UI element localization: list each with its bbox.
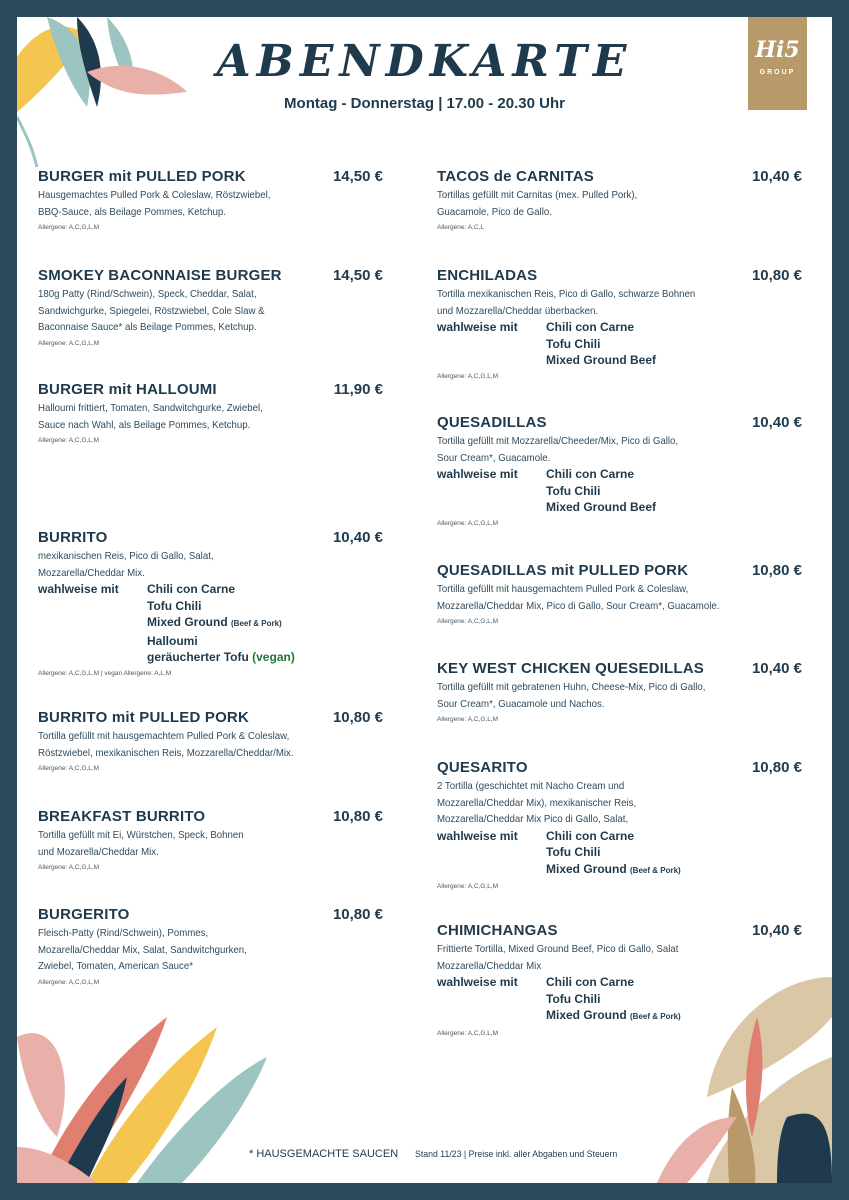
item-name: QUESADILLAS xyxy=(437,414,547,431)
menu-item-burger-pulled-pork xyxy=(38,168,383,233)
item-allergens: Allergene: A,C,L xyxy=(437,224,484,231)
item-price: 10,40 € xyxy=(751,660,802,677)
item-description: Tortilla gefüllt mit Mozzarella/Cheeder/Mix, Pico di Gallo, Sour Cream*, Guacamole. xyxy=(437,435,679,464)
item-allergens: Allergene: A,C,G,L,M xyxy=(437,1029,499,1037)
option: Chili con Carne xyxy=(546,975,635,989)
item-description: 180g Patty (Rind/Schwein), Speck, Cheddar, Salat, Sandwichgurke, Spiegelei, Röstzwiebel, Cole Slaw & Baconnaise Sauce* als Beilage Pommes, Ketchup. xyxy=(38,288,265,333)
item-price: 10,40 € xyxy=(332,529,383,546)
option: Mixed Ground (Beef & Pork) xyxy=(546,861,681,876)
item-description: Tortilla gefüllt mit Ei, Würstchen, Speck, Bohnen und Mozarella/Cheddar Mix. xyxy=(38,829,244,858)
item-description: Tortillas gefüllt mit Carnitas (mex. Pulled Pork), Guacamole, Pico de Gallo. xyxy=(437,189,638,218)
item-price: 11,90 € xyxy=(333,381,383,398)
option: Tofu Chili xyxy=(546,336,601,351)
option: Chili con Carne xyxy=(546,467,635,481)
option: Chili con Carne xyxy=(147,582,236,596)
options-label: wahlweise mit xyxy=(437,975,518,989)
item-description: Tortilla gefüllt mit hausgemachtem Pulled Pork & Coleslaw, Röstzwiebel, mexikanischen Reis, Mozzarella/Cheddar/Mix. xyxy=(38,730,294,759)
item-description: Tortilla gefüllt mit gebratenen Huhn, Cheese-Mix, Pico di Gallo, Sour Cream*, Guacamole und Nachos. xyxy=(437,681,706,710)
item-price: 10,80 € xyxy=(751,562,802,579)
menu-item-chimichangas xyxy=(437,922,802,1039)
item-name: QUESADILLAS mit PULLED PORK xyxy=(437,562,689,579)
menu-item-burrito xyxy=(38,529,383,679)
item-allergens: Allergene: A,C,G,L,M xyxy=(437,372,499,380)
menu-item-key-west-chicken-quesedillas xyxy=(437,660,802,725)
options-label: wahlweise mit xyxy=(38,582,119,596)
options-label: wahlweise mit xyxy=(437,828,518,843)
menu-item-smokey-baconnaise-burger xyxy=(38,267,383,349)
option: Mixed Ground Beef xyxy=(546,353,657,367)
menu-item-quesarito xyxy=(437,759,802,892)
option: Mixed Ground (Beef & Pork) xyxy=(546,1008,681,1022)
menu-item-breakfast-burrito xyxy=(38,808,383,873)
item-name: BURRITO mit PULLED PORK xyxy=(38,709,249,726)
item-description: Frittierte Tortilla, Mixed Ground Beef, Pico di Gallo, Salat Mozzarella/Cheddar Mix xyxy=(437,943,679,972)
item-allergens: Allergene: A,C,G,L,M xyxy=(437,883,499,890)
menu-item-enchiladas xyxy=(437,267,802,382)
menu-item-quesadillas xyxy=(437,414,802,529)
option: Mixed Ground Beef xyxy=(546,500,657,514)
item-allergens: Allergene: A,C,G,L,M | vegan Allergene: A,L,M xyxy=(38,669,172,677)
options-label: wahlweise mit xyxy=(437,467,518,481)
item-description: Tortilla mexikanischen Reis, Pico di Gallo, schwarze Bohnen und Mozzarella/Cheddar überbacken. xyxy=(437,288,696,317)
option: Chili con Carne xyxy=(546,828,635,843)
item-price: 14,50 € xyxy=(332,168,383,185)
item-options xyxy=(437,828,802,880)
logo-text: GROUP xyxy=(759,69,796,76)
option: Halloumi xyxy=(147,633,198,648)
item-allergens: Allergene: A,C,G,L,M xyxy=(38,339,100,347)
item-description: Hausgemachtes Pulled Pork & Coleslaw, Röstzwiebel, BBQ-Sauce, als Beilage Pommes, Ketchup. xyxy=(38,189,271,218)
item-allergens: Allergene: A,C,G,L,M xyxy=(38,437,100,444)
item-name: BURGERITO xyxy=(38,906,130,923)
item-allergens: Allergene: A,C,G,L,M xyxy=(38,765,100,772)
item-name: QUESARITO xyxy=(437,759,528,776)
item-price: 10,80 € xyxy=(332,709,383,726)
item-price: 14,50 € xyxy=(332,267,383,284)
option: Tofu Chili xyxy=(546,483,601,498)
page-title: ABENDKARTE xyxy=(216,36,633,87)
option: Mixed Ground (Beef & Pork) xyxy=(147,615,282,629)
item-name: SMOKEY BACONNAISE BURGER xyxy=(38,267,282,284)
item-description: Halloumi frittiert, Tomaten, Sandwitchgurke, Zwiebel, Sauce nach Wahl, als Beilage Pommes, Ketchup. xyxy=(38,402,263,431)
footnote-homemade-sauces: * HAUSGEMACHTE SAUCEN xyxy=(249,1148,399,1160)
item-allergens: Allergene: A,C,G,L,M xyxy=(437,716,499,723)
item-price: 10,80 € xyxy=(332,808,383,825)
item-name: CHIMICHANGAS xyxy=(437,922,558,939)
item-name: ENCHILADAS xyxy=(437,267,538,284)
item-options xyxy=(437,974,802,1026)
logo-mark: Hi5 xyxy=(755,37,800,63)
item-allergens: Allergene: A,C,G,L,M xyxy=(38,224,100,231)
item-name: TACOS de CARNITAS xyxy=(437,168,595,185)
menu-item-quesadillas-pulled-pork xyxy=(437,562,802,627)
option: Tofu Chili xyxy=(147,598,202,613)
menu-item-burger-halloumi xyxy=(38,381,383,446)
option: Tofu Chili xyxy=(546,845,601,859)
item-price: 10,80 € xyxy=(332,906,383,923)
item-description: Fleisch-Patty (Rind/Schwein), Pommes, Mozarella/Cheddar Mix, Salat, Sandwitchgurken, Zwiebel, Tomaten, American Sauce* xyxy=(38,927,247,972)
item-description: Tortilla gefüllt mit hausgemachtem Pulled Pork & Coleslaw, Mozzarella/Cheddar Mix, Pico di Gallo, Sour Cream*, Guacamole. xyxy=(437,583,720,612)
menu-item-burgerito xyxy=(38,906,383,988)
item-price: 10,40 € xyxy=(751,168,802,185)
item-options xyxy=(38,581,383,666)
item-allergens: Allergene: A,C,G,L,M xyxy=(437,618,499,625)
options-label: wahlweise mit xyxy=(437,320,518,334)
item-allergens: Allergene: A,C,G,L,M xyxy=(38,864,100,871)
opening-hours: Montag - Donnerstag | 17.00 - 20.30 Uhr xyxy=(284,95,565,112)
option: geräucherter Tofu (vegan) xyxy=(147,650,295,664)
item-options xyxy=(437,466,802,516)
menu-item-burrito-pulled-pork xyxy=(38,709,383,774)
item-name: BURRITO xyxy=(38,529,108,546)
item-name: BREAKFAST BURRITO xyxy=(38,808,206,825)
item-options xyxy=(437,319,802,369)
item-name: BURGER mit HALLOUMI xyxy=(38,381,217,398)
item-name: BURGER mit PULLED PORK xyxy=(38,168,246,185)
item-allergens: Allergene: A,C,G,L,M xyxy=(437,519,499,527)
menu-item-tacos-carnitas xyxy=(437,168,802,233)
item-description: mexikanischen Reis, Pico di Gallo, Salat, Mozzarella/Cheddar Mix. xyxy=(38,550,214,579)
hi5-group-logo xyxy=(748,17,807,110)
option: Tofu Chili xyxy=(546,991,601,1006)
item-allergens: Allergene: A,C,G,L,M xyxy=(38,978,100,986)
item-name: KEY WEST CHICKEN QUESEDILLAS xyxy=(437,660,705,677)
item-price: 10,80 € xyxy=(751,759,802,776)
item-description: 2 Tortilla (geschichtet mit Nacho Cream und Mozzarella/Cheddar Mix), mexikanischer Reis, Mozzarella/Cheddar Mix Pico di Gallo, Salat, xyxy=(437,780,637,825)
item-price: 10,40 € xyxy=(751,922,802,939)
item-price: 10,80 € xyxy=(751,267,802,284)
option: Chili con Carne xyxy=(546,320,635,334)
footnote-price-info: Stand 11/23 | Preise inkl. aller Abgaben und Steuern xyxy=(415,1149,618,1160)
item-price: 10,40 € xyxy=(751,414,802,431)
